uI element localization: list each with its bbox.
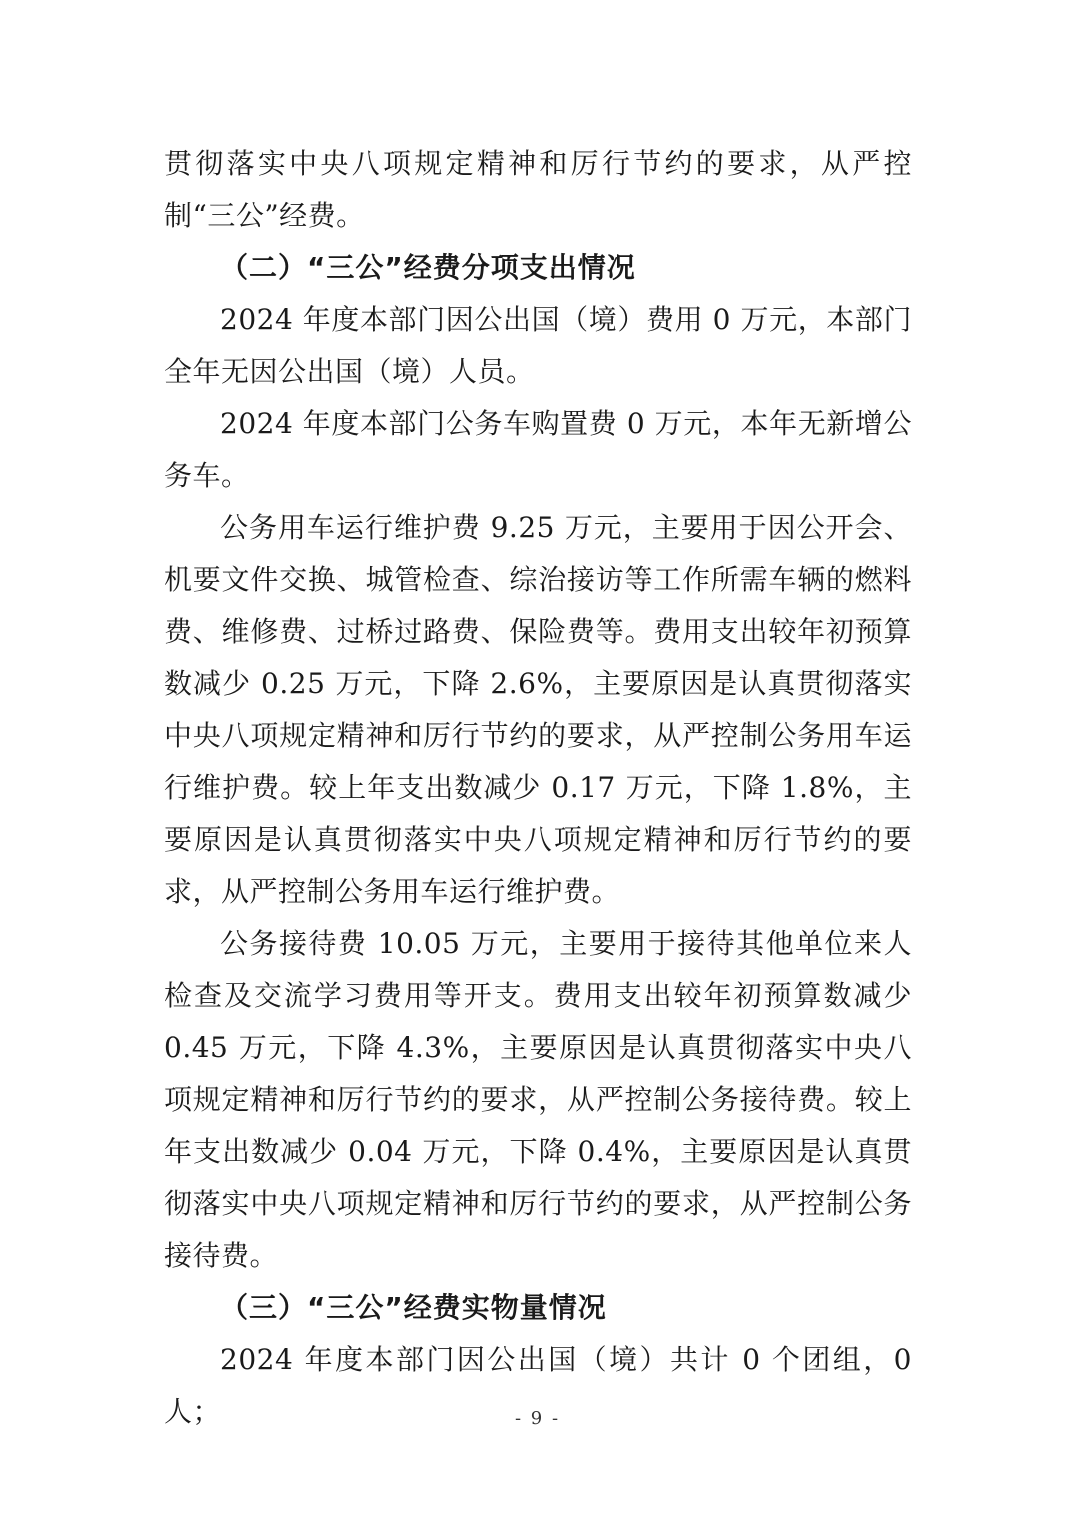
document-body [164, 138, 912, 1438]
paragraph-continuation: 贯彻落实中央八项规定精神和厉行节约的要求，从严控制“三公”经费。 [164, 147, 912, 232]
section-heading-two: （二）“三公”经费分项支出情况 [220, 251, 636, 284]
page-number: - 9 - [514, 1408, 561, 1429]
section-heading-three: （三）“三公”经费实物量情况 [220, 1291, 607, 1324]
paragraph-physical-quantity: 2024 年度本部门因公出国（境）共计 0 个团组，0 人； [164, 1343, 912, 1428]
paragraph-vehicle-maintenance: 公务用车运行维护费 9.25 万元，主要用于因公开会、机要文件交换、城管检查、综治接访等工作所需车辆的燃料费、维修费、过桥过路费、保险费等。费用支出较年初预算数减少 0.25 万元，下降 2.6%，主要原因是认真贯彻落实中央八项规定精神和厉行节约的要求，从严控制公务用车运行维护费。较上年支出数减少 0.17 万元，下降 1.8%，主要原因是认真贯彻落实中央八项规定精神和厉行节约的要求，从严控制公务用车运行维护费。 [164, 511, 912, 908]
paragraph-vehicle-purchase: 2024 年度本部门公务车购置费 0 万元，本年无新增公务车。 [164, 407, 912, 492]
paragraph-overseas-travel: 2024 年度本部门因公出国（境）费用 0 万元，本部门全年无因公出国（境）人员。 [164, 303, 912, 388]
paragraph-official-reception: 公务接待费 10.05 万元，主要用于接待其他单位来人检查及交流学习费用等开支。费用支出较年初预算数减少 0.45 万元，下降 4.3%，主要原因是认真贯彻落实中央八项规定精神和厉行节约的要求，从严控制公务接待费。较上年支出数减少 0.04 万元，下降 0.4%，主要原因是认真贯彻落实中央八项规定精神和厉行节约的要求，从严控制公务接待费。 [164, 927, 912, 1272]
